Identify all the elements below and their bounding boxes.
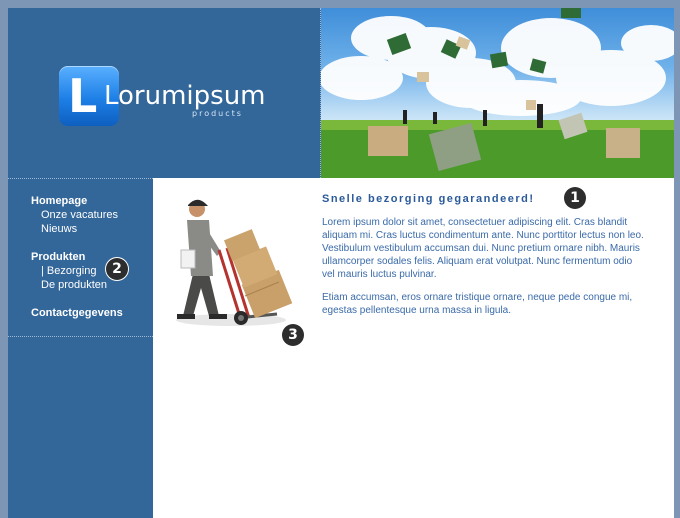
nav-spacer [31, 236, 123, 250]
nav-item-homepage[interactable]: Homepage [31, 195, 88, 207]
hero-image [321, 8, 674, 178]
nav-item-nieuws[interactable]: Nieuws [41, 223, 78, 235]
nav-item-bezorging[interactable]: | Bezorging [41, 265, 97, 277]
annotation-badge-2: 2 [106, 258, 128, 280]
nav-spacer [31, 292, 123, 306]
nav-item-produkten[interactable]: Produkten [31, 251, 86, 263]
delivery-worker-illustration [171, 192, 301, 327]
nav-item-de-produkten[interactable]: De produkten [41, 279, 108, 291]
sidebar-divider [8, 336, 153, 337]
nav-item-contactgegevens[interactable]: Contactgegevens [31, 307, 123, 319]
logo-letter: L [68, 69, 98, 123]
hero-scene-illustration [321, 8, 674, 178]
page-frame [8, 8, 674, 518]
body-paragraph-1: Lorem ipsum dolor sit amet, consectetuer adipiscing elit. Cras blandit aliquam mi. Cras luctus condimentum ante. Nunc porttitor lectus non leo. Vestibulum vestibulum accumsan dui. Nunc pretium ornare nibh. Mauris ullamcorper sodales felis. Aliquam erat volutpat. Nunc fermentum odio vel mauris luctus pulvinar. [322, 217, 644, 280]
sidebar-nav [31, 194, 123, 320]
logo-name[interactable]: Lorumipsum [104, 81, 266, 111]
page-heading: Snelle bezorging gegarandeerd! [322, 193, 535, 205]
annotation-badge-1: 1 [564, 187, 586, 209]
header-logo-area [8, 8, 321, 178]
body-paragraph-2: Etiam accumsan, eros ornare tristique ornare, neque pede congue mi, egestas pellentesque urna massa in ligula. [322, 292, 633, 316]
annotation-badge-3: 3 [282, 324, 304, 346]
nav-item-onze-vacatures[interactable]: Onze vacatures [41, 209, 119, 221]
main-content [153, 178, 674, 518]
sidebar [8, 178, 153, 518]
logo-tagline: products [192, 109, 243, 118]
